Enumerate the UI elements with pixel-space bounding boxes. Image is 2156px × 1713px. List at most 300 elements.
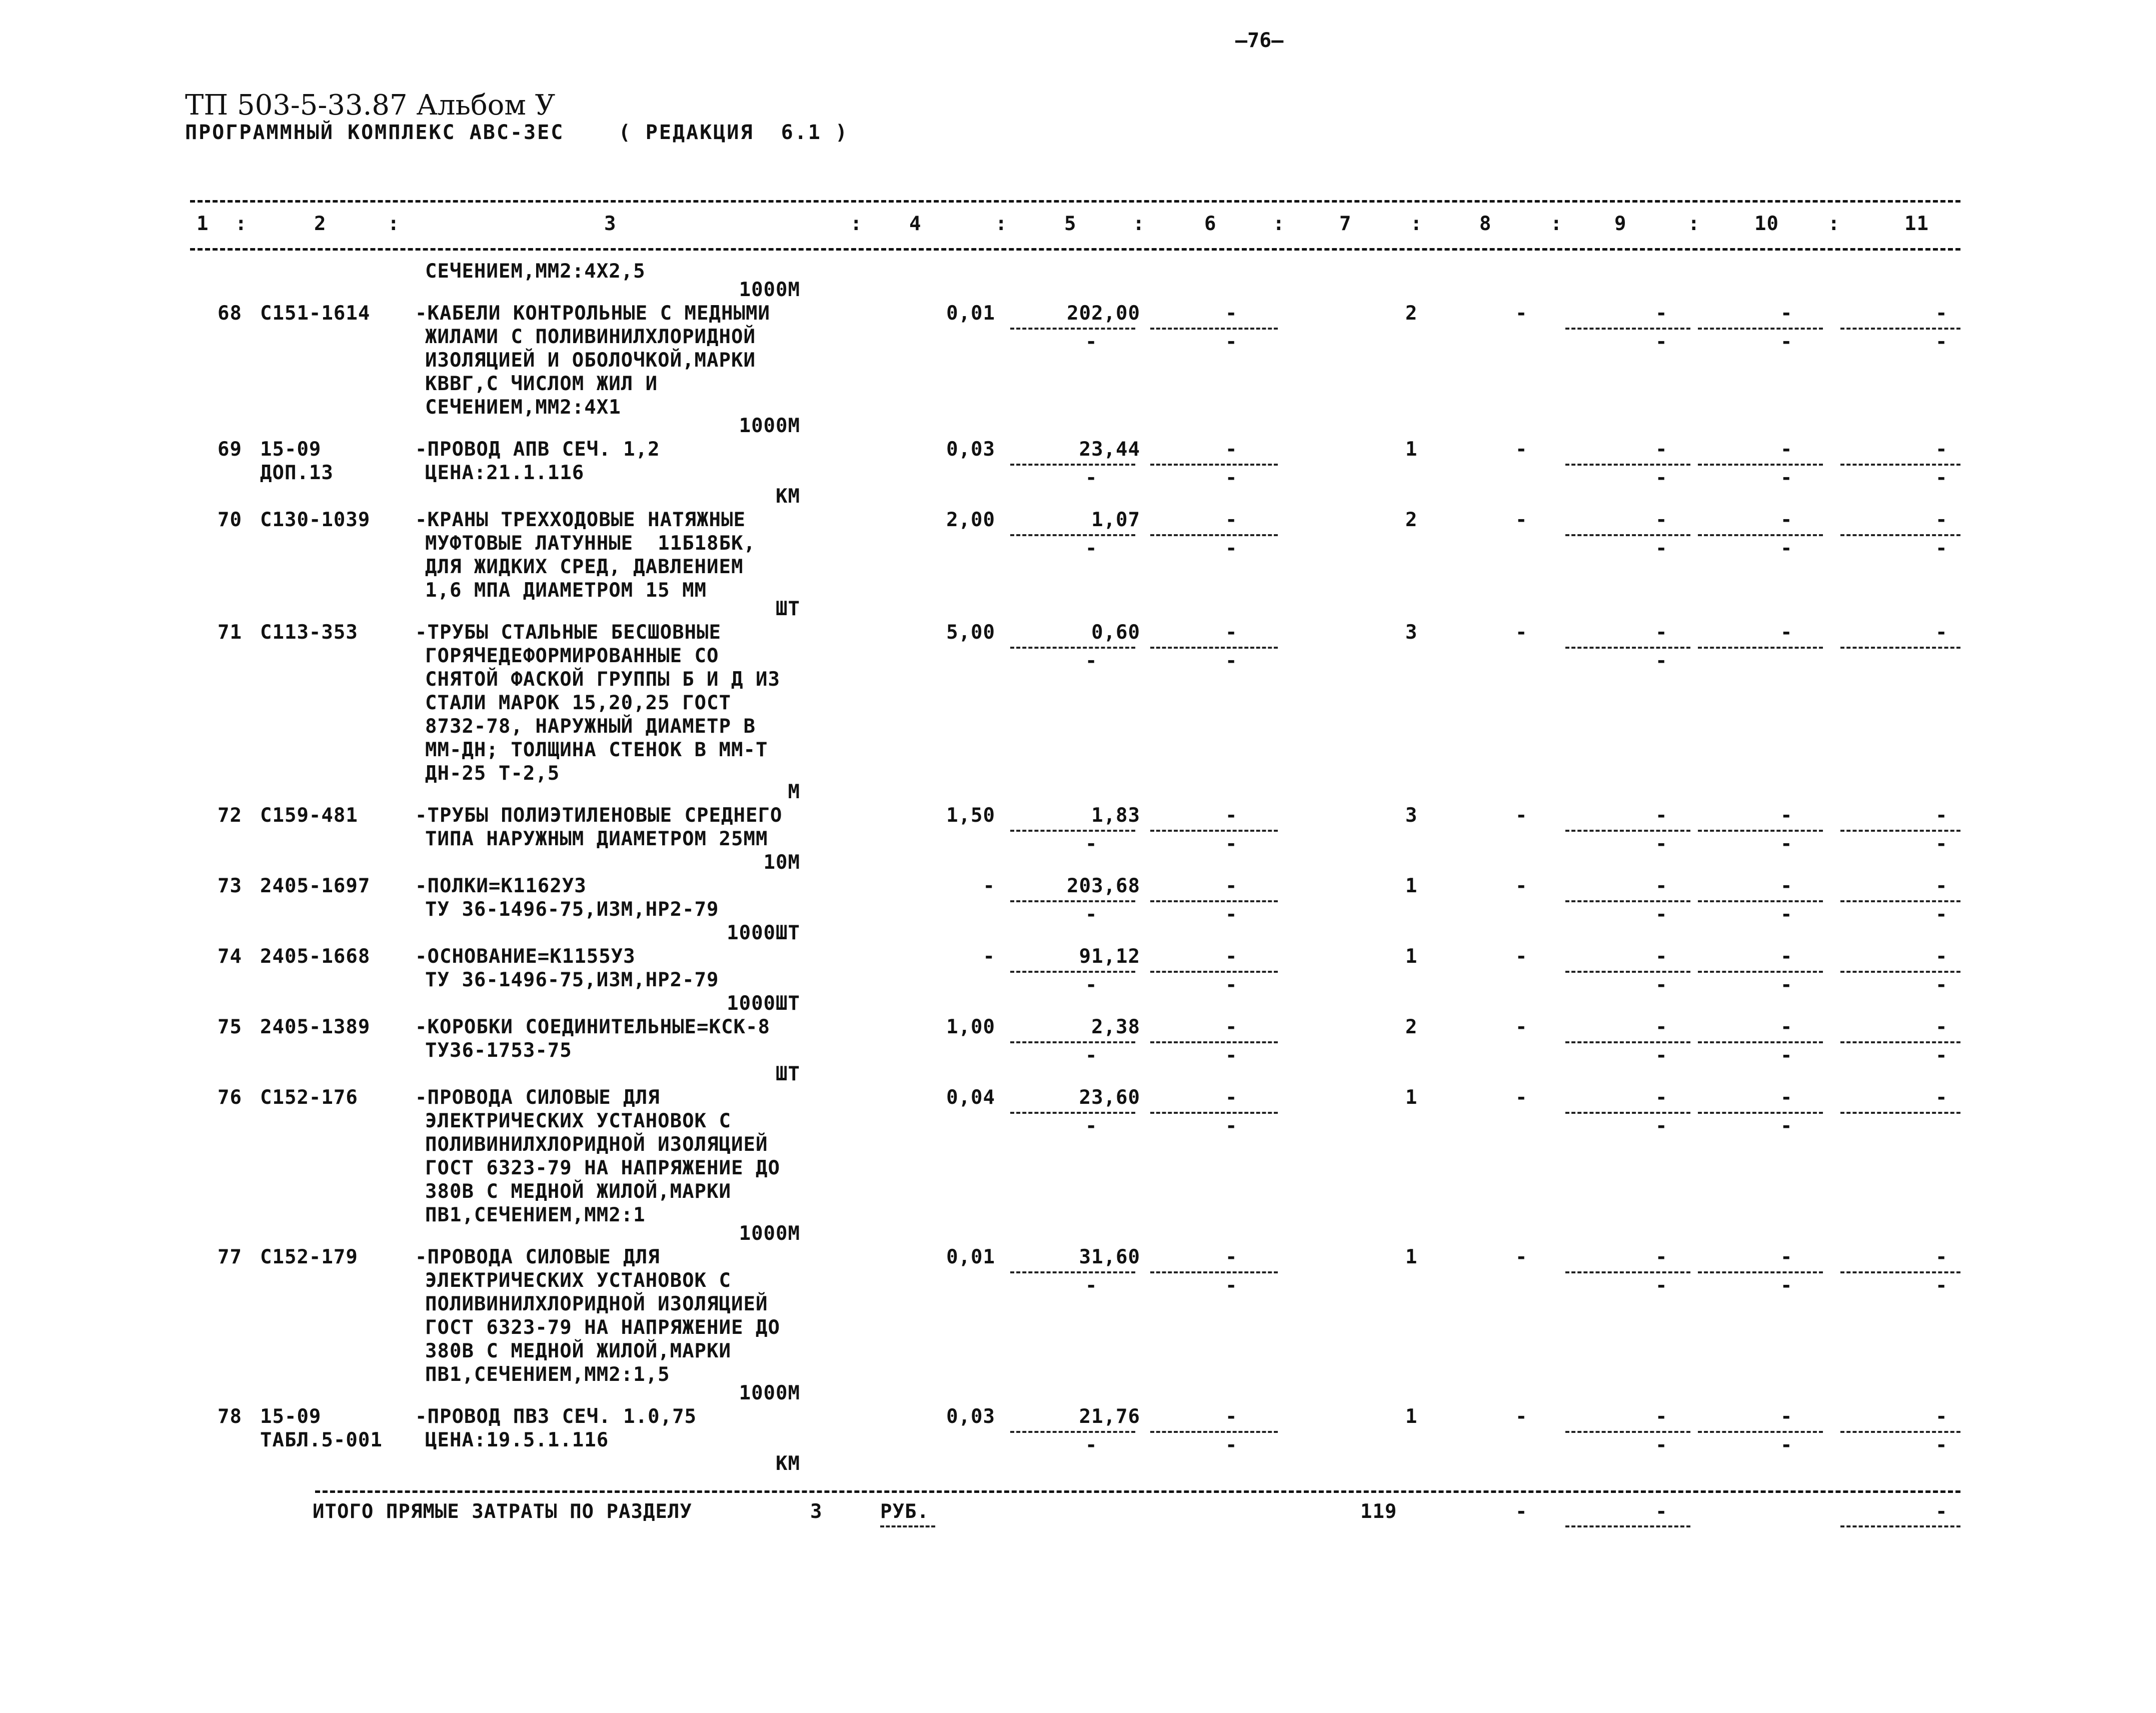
row-70-col10-sub: - (1780, 537, 1793, 560)
row-70-desc-line-2: МУФТОВЫЕ ЛАТУННЫЕ 11Б18БК, (425, 532, 756, 555)
row-74-desc-line-2: ТУ 36-1496-75,ИЗМ,НР2-79 (425, 969, 719, 991)
continuation-desc: СЕЧЕНИЕМ,ММ2:4Х2,5 (425, 260, 646, 283)
row-71-desc-line-4: СТАЛИ МАРОК 15,20,25 ГОСТ (425, 692, 731, 714)
row-74-rule-col5 (1010, 971, 1135, 973)
column-header-2: 2 (314, 213, 327, 235)
row-71-desc-line-1: -ТРУБЫ СТАЛЬНЫЕ БЕСШОВНЫЕ (415, 621, 721, 644)
total-rule-col11 (1840, 1525, 1960, 1527)
row-75-col6-sub: - (1225, 1044, 1238, 1067)
row-71-rule-col6 (1150, 647, 1278, 649)
row-68-col10-sub: - (1780, 331, 1793, 353)
row-76-rule-col10 (1698, 1112, 1823, 1114)
row-70-rule-col5 (1010, 534, 1135, 536)
row-68-desc-line-4: КВВГ,С ЧИСЛОМ ЖИЛ И (425, 373, 658, 395)
total-rule-col9 (1565, 1525, 1690, 1527)
row-77-col5: 31,60 (1079, 1246, 1140, 1268)
row-70-rule-col11 (1840, 534, 1960, 536)
row-70-number: 70 (218, 509, 242, 531)
row-73-rule-col10 (1698, 900, 1823, 902)
row-78-col5: 21,76 (1079, 1405, 1140, 1428)
row-75-col8: - (1515, 1016, 1528, 1038)
row-74-col7: 1 (1405, 945, 1418, 968)
row-74-col10: - (1780, 945, 1793, 968)
row-77-rule-col11 (1840, 1271, 1960, 1273)
row-73-col11: - (1935, 875, 1948, 897)
row-72-desc-line-2: ТИПА НАРУЖНЫМ ДИАМЕТРОМ 25ММ (425, 828, 768, 850)
row-77-col9-sub: - (1655, 1274, 1668, 1297)
row-74-desc-line-1: -ОСНОВАНИЕ=К1155У3 (415, 945, 636, 968)
total-col7: 119 (1360, 1500, 1397, 1523)
row-68-rule-col5 (1010, 328, 1135, 330)
row-74-code: 2405-1668 (260, 945, 371, 968)
row-76-rule-col5 (1010, 1112, 1135, 1114)
row-72-col9-sub: - (1655, 833, 1668, 855)
row-75-col5-sub: - (1085, 1044, 1098, 1067)
row-69-col10-sub: - (1780, 467, 1793, 489)
row-71-col9: - (1655, 621, 1668, 644)
column-header-10: 10 (1754, 213, 1779, 235)
column-header-7: 7 (1339, 213, 1352, 235)
row-76-col11: - (1935, 1086, 1948, 1109)
row-69-col5: 23,44 (1079, 438, 1140, 461)
row-78-col10: - (1780, 1405, 1793, 1428)
row-74-col5: 91,12 (1079, 945, 1140, 968)
row-76-col9-sub: - (1655, 1115, 1668, 1137)
row-74-rule-col11 (1840, 971, 1960, 973)
row-70-desc-line-3: ДЛЯ ЖИДКИХ СРЕД, ДАВЛЕНИЕМ (425, 556, 744, 578)
row-75-number: 75 (218, 1016, 242, 1038)
row-68-col11: - (1935, 302, 1948, 325)
row-78-code-ext: ТАБЛ.5-001 (260, 1429, 383, 1451)
row-69-code: 15-09 (260, 438, 322, 461)
row-78-col7: 1 (1405, 1405, 1418, 1428)
row-78-code: 15-09 (260, 1405, 322, 1428)
row-70-col9: - (1655, 509, 1668, 531)
row-72-col8: - (1515, 804, 1528, 827)
row-71-rule-col9 (1565, 647, 1690, 649)
row-76-col4: 0,04 (946, 1086, 995, 1109)
row-78-number: 78 (218, 1405, 242, 1428)
row-76-rule-col6 (1150, 1112, 1278, 1114)
row-76-col10-sub: - (1780, 1115, 1793, 1137)
row-75-rule-col5 (1010, 1041, 1135, 1043)
column-separator-7: : (1410, 213, 1423, 235)
row-69-unit: КМ (776, 485, 800, 508)
column-separator-9: : (1688, 213, 1700, 235)
total-col11: - (1935, 1500, 1948, 1523)
total-col9: - (1655, 1500, 1668, 1523)
row-75-rule-col10 (1698, 1041, 1823, 1043)
row-75-col5: 2,38 (1091, 1016, 1140, 1038)
row-70-col6: - (1225, 509, 1238, 531)
continuation-unit: 1000М (739, 279, 800, 301)
row-74-col4: - (983, 945, 995, 968)
row-76-col10: - (1780, 1086, 1793, 1109)
row-77-desc-line-6: ПВ1,СЕЧЕНИЕМ,ММ2:1,5 (425, 1363, 670, 1386)
row-75-desc-line-1: -КОРОБКИ СОЕДИНИТЕЛЬНЫЕ=КСК-8 (415, 1016, 770, 1038)
row-76-col9: - (1655, 1086, 1668, 1109)
row-73-col10: - (1780, 875, 1793, 897)
row-78-col6-sub: - (1225, 1434, 1238, 1456)
row-73-rule-col5 (1010, 900, 1135, 902)
row-71-col5-sub: - (1085, 650, 1098, 672)
row-71-desc-line-3: СНЯТОЙ ФАСКОЙ ГРУППЫ Б И Д ИЗ (425, 668, 780, 691)
row-75-col11: - (1935, 1016, 1948, 1038)
row-71-unit: М (788, 781, 800, 803)
row-70-col11: - (1935, 509, 1948, 531)
row-68-col7: 2 (1405, 302, 1418, 325)
row-76-code: С152-176 (260, 1086, 358, 1109)
row-74-col9-sub: - (1655, 974, 1668, 996)
column-separator-2: : (388, 213, 400, 235)
row-72-col4: 1,50 (946, 804, 995, 827)
row-77-col4: 0,01 (946, 1246, 995, 1268)
row-68-rule-col6 (1150, 328, 1278, 330)
row-72-col11: - (1935, 804, 1948, 827)
row-72-col10: - (1780, 804, 1793, 827)
row-69-rule-col5 (1010, 464, 1135, 466)
row-75-col7: 2 (1405, 1016, 1418, 1038)
row-73-col10-sub: - (1780, 903, 1793, 926)
row-78-rule-col9 (1565, 1431, 1690, 1433)
row-70-rule-col6 (1150, 534, 1278, 536)
row-69-col11-sub: - (1935, 467, 1948, 489)
row-73-rule-col11 (1840, 900, 1960, 902)
row-74-col8: - (1515, 945, 1528, 968)
row-77-col7: 1 (1405, 1246, 1418, 1268)
row-77-desc-line-5: 380В С МЕДНОЙ ЖИЛОЙ,МАРКИ (425, 1340, 731, 1362)
row-77-col11-sub: - (1935, 1274, 1948, 1297)
row-68-col4: 0,01 (946, 302, 995, 325)
row-72-number: 72 (218, 804, 242, 827)
row-78-col11-sub: - (1935, 1434, 1948, 1456)
row-69-rule-col10 (1698, 464, 1823, 466)
row-73-col6: - (1225, 875, 1238, 897)
row-73-col5: 203,68 (1067, 875, 1140, 897)
row-78-col6: - (1225, 1405, 1238, 1428)
row-76-col8: - (1515, 1086, 1528, 1109)
column-header-1: 1 (197, 213, 209, 235)
row-69-col8: - (1515, 438, 1528, 461)
row-68-rule-col9 (1565, 328, 1690, 330)
row-73-desc-line-1: -ПОЛКИ=К1162У3 (415, 875, 587, 897)
row-68-desc-line-3: ИЗОЛЯЦИЕЙ И ОБОЛОЧКОЙ,МАРКИ (425, 349, 756, 372)
row-69-col10: - (1780, 438, 1793, 461)
row-70-col4: 2,00 (946, 509, 995, 531)
row-69-col6-sub: - (1225, 467, 1238, 489)
row-75-rule-col11 (1840, 1041, 1960, 1043)
row-69-col11: - (1935, 438, 1948, 461)
row-77-desc-line-3: ПОЛИВИНИЛХЛОРИДНОЙ ИЗОЛЯЦИЕЙ (425, 1293, 768, 1315)
row-72-rule-col5 (1010, 830, 1135, 832)
total-rule-currency (880, 1525, 935, 1527)
column-header-3: 3 (604, 213, 617, 235)
row-73-desc-line-2: ТУ 36-1496-75,ИЗМ,НР2-79 (425, 898, 719, 921)
row-68-col9-sub: - (1655, 331, 1668, 353)
row-69-col5-sub: - (1085, 467, 1098, 489)
row-72-col5-sub: - (1085, 833, 1098, 855)
row-77-rule-col10 (1698, 1271, 1823, 1273)
row-77-rule-col6 (1150, 1271, 1278, 1273)
row-69-desc-line-2: ЦЕНА:21.1.116 (425, 462, 585, 484)
row-68-desc-line-2: ЖИЛАМИ С ПОЛИВИНИЛХЛОРИДНОЙ (425, 326, 756, 348)
row-73-col5-sub: - (1085, 903, 1098, 926)
row-70-desc-line-1: -КРАНЫ ТРЕХХОДОВЫЕ НАТЯЖНЫЕ (415, 509, 746, 531)
row-75-code: 2405-1389 (260, 1016, 371, 1038)
row-72-col6: - (1225, 804, 1238, 827)
row-72-rule-col11 (1840, 830, 1960, 832)
row-68-col5-sub: - (1085, 331, 1098, 353)
row-73-col9-sub: - (1655, 903, 1668, 926)
row-76-col5-sub: - (1085, 1115, 1098, 1137)
row-73-number: 73 (218, 875, 242, 897)
row-71-rule-col5 (1010, 647, 1135, 649)
row-72-rule-col9 (1565, 830, 1690, 832)
row-76-col6: - (1225, 1086, 1238, 1109)
row-72-code: С159-481 (260, 804, 358, 827)
row-76-desc-line-3: ПОЛИВИНИЛХЛОРИДНОЙ ИЗОЛЯЦИЕЙ (425, 1133, 768, 1156)
row-70-unit: ШТ (776, 598, 800, 620)
row-75-col9: - (1655, 1016, 1668, 1038)
row-72-col11-sub: - (1935, 833, 1948, 855)
row-68-col5: 202,00 (1067, 302, 1140, 325)
row-72-col5: 1,83 (1091, 804, 1140, 827)
row-76-desc-line-2: ЭЛЕКТРИЧЕСКИХ УСТАНОВОК С (425, 1110, 731, 1132)
row-76-desc-line-4: ГОСТ 6323-79 НА НАПРЯЖЕНИЕ ДО (425, 1157, 780, 1179)
row-75-rule-col6 (1150, 1041, 1278, 1043)
row-78-col9-sub: - (1655, 1434, 1668, 1456)
row-73-rule-col9 (1565, 900, 1690, 902)
row-70-col5-sub: - (1085, 537, 1098, 560)
row-78-col11: - (1935, 1405, 1948, 1428)
row-69-col7: 1 (1405, 438, 1418, 461)
row-75-rule-col9 (1565, 1041, 1690, 1043)
row-74-col11-sub: - (1935, 974, 1948, 996)
row-77-col11: - (1935, 1246, 1948, 1268)
column-separator-5: : (1133, 213, 1145, 235)
row-68-col6-sub: - (1225, 331, 1238, 353)
row-74-col10-sub: - (1780, 974, 1793, 996)
total-rule (315, 1490, 1960, 1493)
row-70-code: С130-1039 (260, 509, 371, 531)
row-75-col11-sub: - (1935, 1044, 1948, 1067)
row-76-col6-sub: - (1225, 1115, 1238, 1137)
row-74-rule-col6 (1150, 971, 1278, 973)
row-70-rule-col10 (1698, 534, 1823, 536)
row-68-number: 68 (218, 302, 242, 325)
row-71-col8: - (1515, 621, 1528, 644)
row-73-col8: - (1515, 875, 1528, 897)
row-70-col6-sub: - (1225, 537, 1238, 560)
row-69-rule-col6 (1150, 464, 1278, 466)
row-76-rule-col11 (1840, 1112, 1960, 1114)
row-69-desc-line-1: -ПРОВОД АПВ СЕЧ. 1,2 (415, 438, 660, 461)
row-72-col7: 3 (1405, 804, 1418, 827)
row-78-rule-col6 (1150, 1431, 1278, 1433)
row-70-col7: 2 (1405, 509, 1418, 531)
row-68-col6: - (1225, 302, 1238, 325)
row-72-desc-line-1: -ТРУБЫ ПОЛИЭТИЛЕНОВЫЕ СРЕДНЕГО (415, 804, 783, 827)
row-78-col8: - (1515, 1405, 1528, 1428)
row-70-rule-col9 (1565, 534, 1690, 536)
row-73-col7: 1 (1405, 875, 1418, 897)
row-68-col10: - (1780, 302, 1793, 325)
row-77-col6-sub: - (1225, 1274, 1238, 1297)
row-68-col11-sub: - (1935, 331, 1948, 353)
row-74-number: 74 (218, 945, 242, 968)
row-74-col6-sub: - (1225, 974, 1238, 996)
row-71-rule-col10 (1698, 647, 1823, 649)
row-71-code: С113-353 (260, 621, 358, 644)
header-top-rule (190, 200, 1960, 203)
row-68-code: С151-1614 (260, 302, 371, 325)
row-73-unit: 1000ШТ (727, 922, 800, 944)
row-71-col7: 3 (1405, 621, 1418, 644)
page-number: —76— (1235, 29, 1284, 52)
row-75-col10-sub: - (1780, 1044, 1793, 1067)
row-75-col10: - (1780, 1016, 1793, 1038)
row-68-desc-line-5: СЕЧЕНИЕМ,ММ2:4Х1 (425, 396, 621, 419)
row-77-rule-col9 (1565, 1271, 1690, 1273)
row-78-col10-sub: - (1780, 1434, 1793, 1456)
row-69-col9-sub: - (1655, 467, 1668, 489)
row-74-col9: - (1655, 945, 1668, 968)
row-77-desc-line-2: ЭЛЕКТРИЧЕСКИХ УСТАНОВОК С (425, 1269, 731, 1292)
row-71-col10: - (1780, 621, 1793, 644)
row-71-desc-line-6: ММ-ДН; ТОЛЩИНА СТЕНОК В ММ-Т (425, 739, 768, 761)
row-73-col4: - (983, 875, 995, 897)
row-71-desc-line-7: ДН-25 Т-2,5 (425, 762, 560, 785)
row-78-rule-col10 (1698, 1431, 1823, 1433)
row-71-col6: - (1225, 621, 1238, 644)
row-74-col11: - (1935, 945, 1948, 968)
row-74-col6: - (1225, 945, 1238, 968)
document-title: ТП 503-5-33.87 Альбом У (185, 89, 556, 122)
column-header-6: 6 (1204, 213, 1217, 235)
row-76-col5: 23,60 (1079, 1086, 1140, 1109)
row-68-desc-line-1: -КАБЕЛИ КОНТРОЛЬНЫЕ С МЕДНЫМИ (415, 302, 770, 325)
column-separator-10: : (1828, 213, 1840, 235)
row-70-col11-sub: - (1935, 537, 1948, 560)
column-separator-3: : (850, 213, 863, 235)
column-separator-1: : (235, 213, 248, 235)
row-78-desc-line-2: ЦЕНА:19.5.1.116 (425, 1429, 609, 1451)
column-header-9: 9 (1614, 213, 1627, 235)
row-73-rule-col6 (1150, 900, 1278, 902)
column-header-11: 11 (1904, 213, 1929, 235)
row-72-unit: 10М (763, 851, 800, 874)
row-71-col4: 5,00 (946, 621, 995, 644)
row-76-unit: 1000М (739, 1222, 800, 1245)
total-currency: РУБ. (880, 1500, 929, 1523)
row-77-rule-col5 (1010, 1271, 1135, 1273)
row-69-rule-col11 (1840, 464, 1960, 466)
row-69-code-ext: ДОП.13 (260, 462, 334, 484)
row-68-rule-col10 (1698, 328, 1823, 330)
row-76-desc-line-6: ПВ1,СЕЧЕНИЕМ,ММ2:1 (425, 1204, 646, 1226)
row-70-col5: 1,07 (1091, 509, 1140, 531)
row-73-col6-sub: - (1225, 903, 1238, 926)
row-78-col4: 0,03 (946, 1405, 995, 1428)
row-77-col6: - (1225, 1246, 1238, 1268)
row-69-col9: - (1655, 438, 1668, 461)
row-77-col8: - (1515, 1246, 1528, 1268)
row-73-col9: - (1655, 875, 1668, 897)
row-72-col6-sub: - (1225, 833, 1238, 855)
row-76-desc-line-1: -ПРОВОДА СИЛОВЫЕ ДЛЯ (415, 1086, 660, 1109)
row-69-rule-col9 (1565, 464, 1690, 466)
row-74-col5-sub: - (1085, 974, 1098, 996)
row-77-col10-sub: - (1780, 1274, 1793, 1297)
row-74-rule-col10 (1698, 971, 1823, 973)
row-78-unit: КМ (776, 1452, 800, 1475)
row-69-col6: - (1225, 438, 1238, 461)
row-71-desc-line-2: ГОРЯЧЕДЕФОРМИРОВАННЫЕ СО (425, 645, 719, 667)
row-78-col5-sub: - (1085, 1434, 1098, 1456)
row-77-col5-sub: - (1085, 1274, 1098, 1297)
row-72-rule-col6 (1150, 830, 1278, 832)
row-68-rule-col11 (1840, 328, 1960, 330)
row-70-col10: - (1780, 509, 1793, 531)
row-68-unit: 1000М (739, 415, 800, 437)
row-75-col6: - (1225, 1016, 1238, 1038)
row-70-col9-sub: - (1655, 537, 1668, 560)
row-71-col5: 0,60 (1091, 621, 1140, 644)
total-col8: - (1515, 1500, 1528, 1523)
row-77-unit: 1000М (739, 1382, 800, 1404)
row-77-number: 77 (218, 1246, 242, 1268)
row-74-unit: 1000ШТ (727, 992, 800, 1015)
row-71-rule-col11 (1840, 647, 1960, 649)
row-72-col9: - (1655, 804, 1668, 827)
row-77-code: С152-179 (260, 1246, 358, 1268)
row-74-rule-col9 (1565, 971, 1690, 973)
row-78-col9: - (1655, 1405, 1668, 1428)
row-77-desc-line-1: -ПРОВОДА СИЛОВЫЕ ДЛЯ (415, 1246, 660, 1268)
row-73-col11-sub: - (1935, 903, 1948, 926)
column-separator-6: : (1273, 213, 1285, 235)
row-73-code: 2405-1697 (260, 875, 371, 897)
row-69-col4: 0,03 (946, 438, 995, 461)
column-header-5: 5 (1064, 213, 1077, 235)
row-78-rule-col11 (1840, 1431, 1960, 1433)
column-separator-4: : (995, 213, 1008, 235)
row-75-unit: ШТ (776, 1063, 800, 1085)
row-70-desc-line-4: 1,6 МПА ДИАМЕТРОМ 15 ММ (425, 579, 707, 602)
row-77-col10: - (1780, 1246, 1793, 1268)
row-75-col9-sub: - (1655, 1044, 1668, 1067)
row-71-col6-sub: - (1225, 650, 1238, 672)
row-71-desc-line-5: 8732-78, НАРУЖНЫЙ ДИАМЕТР В (425, 715, 756, 738)
row-77-col9: - (1655, 1246, 1668, 1268)
total-section: 3 (810, 1500, 823, 1523)
row-72-col10-sub: - (1780, 833, 1793, 855)
row-69-number: 69 (218, 438, 242, 461)
program-subtitle: ПРОГРАММНЫЙ КОМПЛЕКС АВС-3ЕС ( РЕДАКЦИЯ 6.1 ) (185, 121, 849, 144)
row-77-desc-line-4: ГОСТ 6323-79 НА НАПРЯЖЕНИЕ ДО (425, 1316, 780, 1339)
row-68-col9: - (1655, 302, 1668, 325)
row-75-col4: 1,00 (946, 1016, 995, 1038)
row-72-rule-col10 (1698, 830, 1823, 832)
row-68-col8: - (1515, 302, 1528, 325)
row-71-col9-sub: - (1655, 650, 1668, 672)
row-71-col11: - (1935, 621, 1948, 644)
row-76-col7: 1 (1405, 1086, 1418, 1109)
row-75-desc-line-2: ТУ36-1753-75 (425, 1039, 572, 1062)
row-76-desc-line-5: 380В С МЕДНОЙ ЖИЛОЙ,МАРКИ (425, 1180, 731, 1203)
row-71-number: 71 (218, 621, 242, 644)
row-70-col8: - (1515, 509, 1528, 531)
